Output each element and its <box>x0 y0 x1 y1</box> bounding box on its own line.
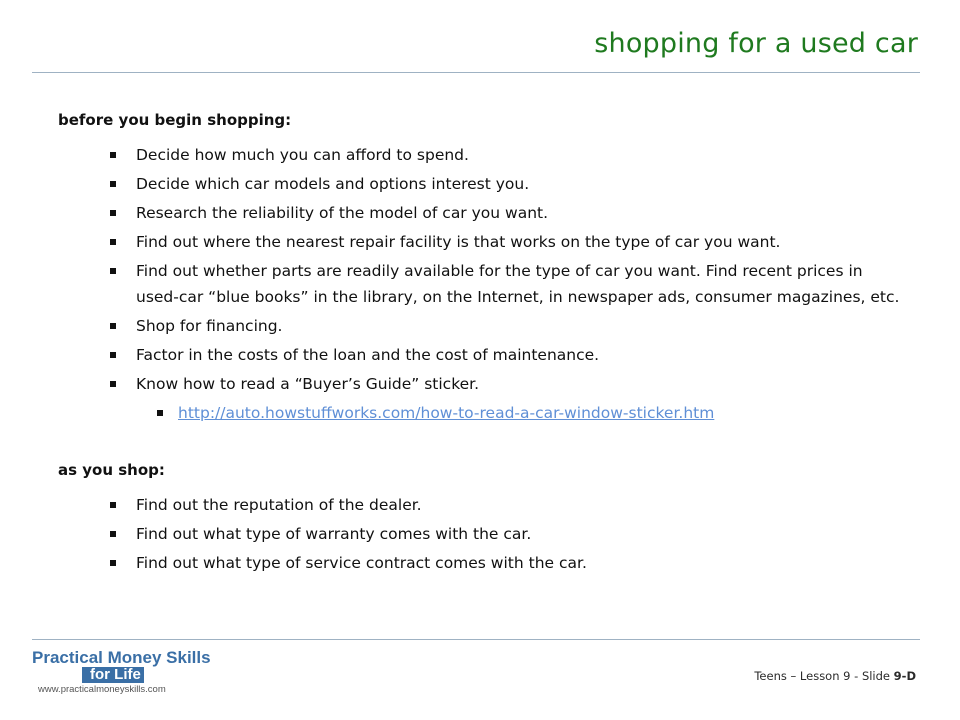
list-item-text: Know how to read a “Buyer’s Guide” sticker. <box>136 375 480 393</box>
list-item-text: Decide how much you can afford to spend. <box>136 146 469 164</box>
before-shopping-list <box>58 142 908 426</box>
slide-footer <box>754 669 916 683</box>
square-bullet-icon <box>110 268 116 274</box>
as-you-shop-list <box>58 492 908 576</box>
slide-number: 9-D <box>893 669 916 683</box>
section-spacer <box>58 429 908 459</box>
square-bullet-icon <box>110 381 116 387</box>
list-item <box>58 521 908 547</box>
list-item-text: Find out where the nearest repair facility is that works on the type of car you want. <box>136 233 781 251</box>
square-bullet-icon <box>110 181 116 187</box>
square-bullet-icon <box>110 352 116 358</box>
list-item <box>58 171 908 197</box>
list-item <box>58 142 908 168</box>
list-item-text: Find out the reputation of the dealer. <box>136 496 422 514</box>
square-bullet-icon <box>110 531 116 537</box>
square-bullet-icon <box>110 323 116 329</box>
square-bullet-icon <box>110 560 116 566</box>
square-bullet-icon <box>110 502 116 508</box>
practical-money-skills-logo <box>32 648 211 696</box>
bottom-divider <box>32 639 920 640</box>
slide-title: shopping for a used car <box>594 28 918 59</box>
list-item-text: Find out whether parts are readily available for the type of car you want. Find recent prices in used-car “blue books” in the library, on the Internet, in newspaper ads, consumer magazines, etc. <box>136 262 900 306</box>
slide-content <box>58 109 908 579</box>
list-item-text: Find out what type of service contract comes with the car. <box>136 554 587 572</box>
list-item <box>58 342 908 368</box>
footer-lesson: Teens – Lesson 9 - Slide <box>754 669 894 683</box>
list-item-sub <box>58 400 908 426</box>
logo-subtitle: for Life <box>90 666 141 683</box>
list-item <box>58 492 908 518</box>
list-item <box>58 550 908 576</box>
list-item-text: Research the reliability of the model of car you want. <box>136 204 549 222</box>
list-item-text: Decide which car models and options interest you. <box>136 175 530 193</box>
square-bullet-icon <box>110 152 116 158</box>
list-item-text: Factor in the costs of the loan and the cost of maintenance. <box>136 346 600 364</box>
square-bullet-icon <box>110 210 116 216</box>
section-heading-before-shopping: before you begin shopping: <box>58 111 292 129</box>
list-item-text: Shop for financing. <box>136 317 283 335</box>
list-item <box>58 371 908 397</box>
list-item-text: Find out what type of warranty comes with the car. <box>136 525 532 543</box>
logo-url: www.practicalmoneyskills.com <box>38 684 166 695</box>
logo-title: Practical Money Skills <box>32 648 211 667</box>
list-item <box>58 313 908 339</box>
buyers-guide-link[interactable]: http://auto.howstuffworks.com/how-to-read-a-car-window-sticker.htm <box>178 404 715 422</box>
square-bullet-icon <box>110 239 116 245</box>
list-item <box>58 229 908 255</box>
square-bullet-icon <box>157 410 163 416</box>
list-item <box>58 200 908 226</box>
section-heading-as-you-shop: as you shop: <box>58 461 165 479</box>
list-item <box>58 258 908 310</box>
top-divider <box>32 72 920 73</box>
